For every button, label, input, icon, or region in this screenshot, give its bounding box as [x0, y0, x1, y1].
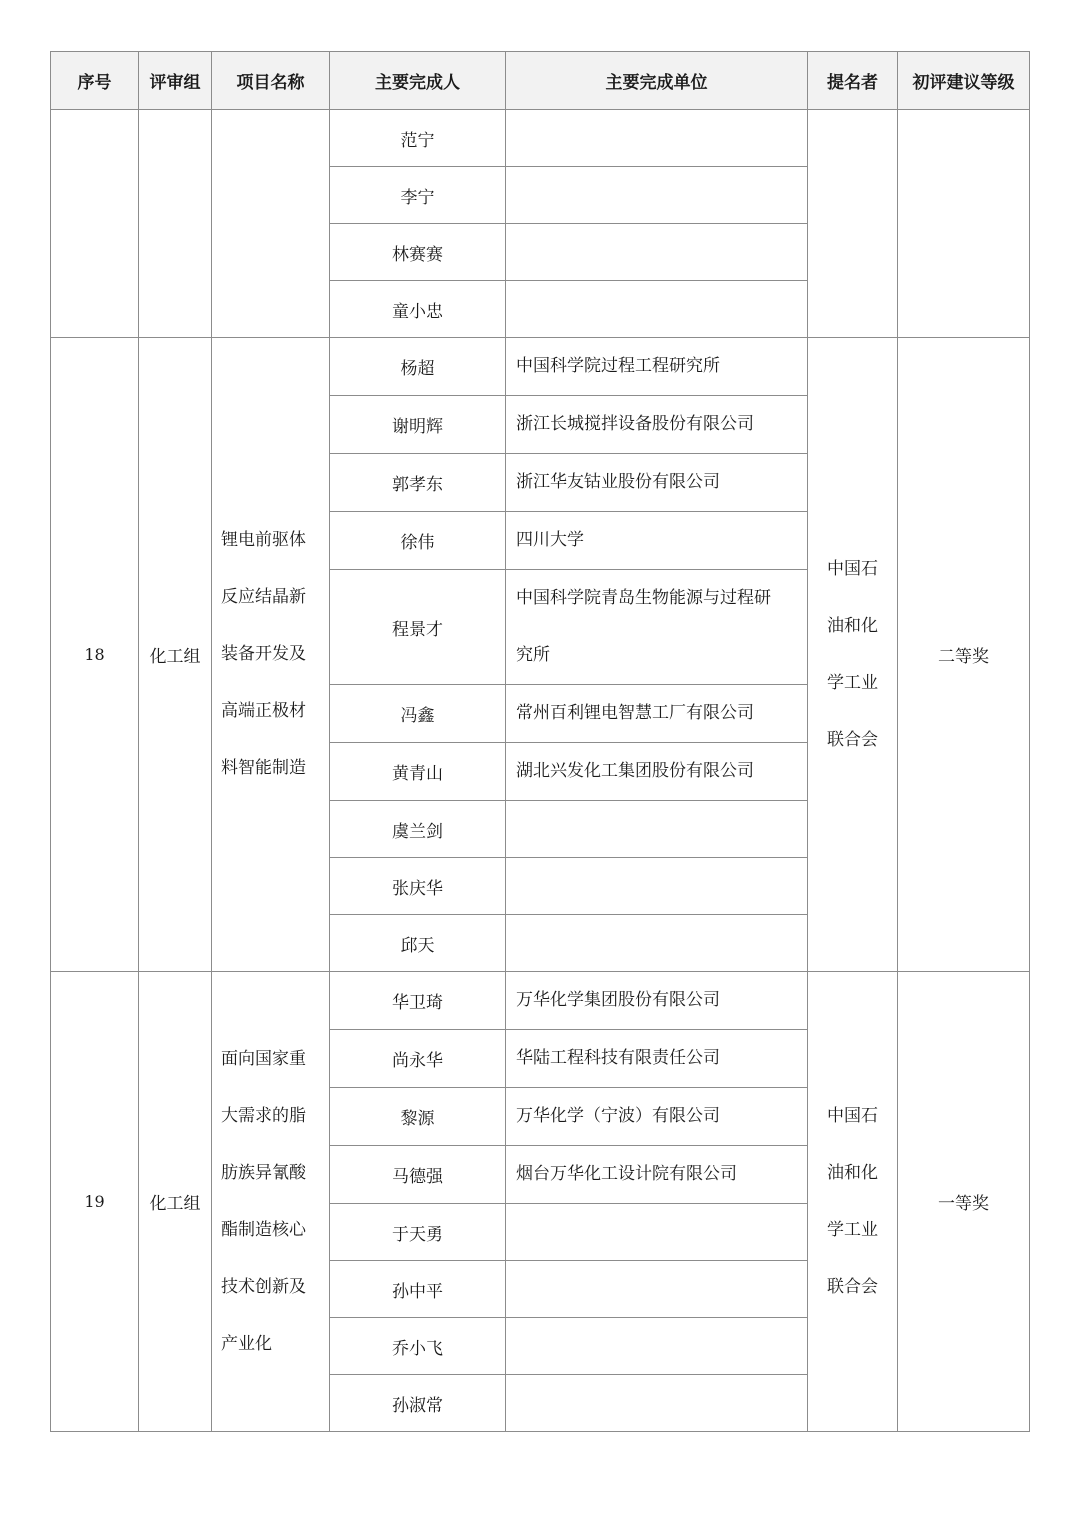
person-cell: 孙淑常: [330, 1375, 506, 1432]
unit-line: 浙江华友钴业股份有限公司: [516, 472, 720, 492]
nominator-cell: [808, 972, 898, 1432]
unit-cell: [506, 570, 808, 685]
nominator-line: 中国石: [827, 1105, 878, 1126]
unit-cell: [506, 801, 808, 858]
project-line: 装备开发及: [221, 644, 306, 664]
unit-cell: [506, 281, 808, 338]
person-cell: 黄青山: [330, 743, 506, 801]
person-cell: 冯鑫: [330, 685, 506, 743]
unit-cell: [506, 1375, 808, 1432]
header-nominator: 提名者: [808, 52, 898, 110]
unit-line: 万华化学集团股份有限公司: [516, 990, 720, 1010]
header-project: 项目名称: [212, 52, 330, 110]
nominator-line: 联合会: [827, 729, 878, 750]
person-cell: 范宁: [330, 110, 506, 167]
person-cell: 杨超: [330, 338, 506, 396]
table-row: [51, 972, 1030, 1030]
nominator-line: 中国石: [827, 558, 878, 579]
table-row: [51, 110, 1030, 167]
unit-line: 中国科学院过程工程研究所: [516, 356, 720, 376]
person-cell: 徐伟: [330, 512, 506, 570]
unit-cell: [506, 915, 808, 972]
unit-cell: [506, 685, 808, 743]
unit-cell: [506, 224, 808, 281]
header-units: 主要完成单位: [506, 52, 808, 110]
unit-line: 究所: [516, 645, 550, 665]
group-cell: 化工组: [139, 972, 212, 1432]
project-line: 酯制造核心: [221, 1219, 306, 1240]
project-line: 高端正极材: [221, 701, 306, 721]
grade-cell: 二等奖: [898, 338, 1030, 972]
person-cell: 谢明辉: [330, 396, 506, 454]
person-cell: 华卫琦: [330, 972, 506, 1030]
person-cell: 邱天: [330, 915, 506, 972]
unit-cell: [506, 1318, 808, 1375]
project-cell: [212, 338, 330, 972]
unit-line: 四川大学: [516, 530, 584, 550]
seq-cell: 19: [51, 972, 139, 1432]
unit-cell: [506, 1030, 808, 1088]
unit-line: 华陆工程科技有限责任公司: [516, 1048, 720, 1068]
grade-cell: 一等奖: [898, 972, 1030, 1432]
unit-cell: [506, 396, 808, 454]
unit-cell: [506, 512, 808, 570]
project-line: 产业化: [221, 1333, 272, 1354]
unit-cell: [506, 1261, 808, 1318]
project-line: 面向国家重: [221, 1048, 306, 1069]
person-cell: 乔小飞: [330, 1318, 506, 1375]
nominator-line: 学工业: [827, 1219, 878, 1240]
unit-cell: [506, 1204, 808, 1261]
cont-grade-cell: [898, 110, 1030, 338]
person-cell: 童小忠: [330, 281, 506, 338]
header-group: 评审组: [139, 52, 212, 110]
person-cell: 马德强: [330, 1146, 506, 1204]
person-cell: 李宁: [330, 167, 506, 224]
table-body: [51, 110, 1030, 1432]
person-cell: 尚永华: [330, 1030, 506, 1088]
nominator-line: 油和化: [827, 1162, 878, 1183]
cont-project-cell: [212, 110, 330, 338]
project-line: 锂电前驱体: [221, 530, 306, 550]
unit-line: 烟台万华化工设计院有限公司: [516, 1164, 737, 1184]
project-line: 料智能制造: [221, 758, 306, 778]
cont-seq-cell: [51, 110, 139, 338]
person-cell: 郭孝东: [330, 454, 506, 512]
unit-cell: [506, 743, 808, 801]
person-cell: 于天勇: [330, 1204, 506, 1261]
award-table: [50, 51, 1030, 1432]
unit-line: 万华化学（宁波）有限公司: [516, 1106, 720, 1126]
unit-cell: [506, 167, 808, 224]
nominator-line: 联合会: [827, 1276, 878, 1297]
nominator-cell: [808, 338, 898, 972]
person-cell: 张庆华: [330, 858, 506, 915]
person-cell: 林赛赛: [330, 224, 506, 281]
cont-group-cell: [139, 110, 212, 338]
header-seq: 序号: [51, 52, 139, 110]
unit-cell: [506, 338, 808, 396]
person-cell: 孙中平: [330, 1261, 506, 1318]
header-grade: 初评建议等级: [898, 52, 1030, 110]
unit-line: 湖北兴发化工集团股份有限公司: [516, 761, 754, 781]
unit-line: 中国科学院青岛生物能源与过程研: [516, 588, 771, 608]
nominator-line: 油和化: [827, 615, 878, 636]
table-header: [51, 52, 1030, 110]
person-cell: 黎源: [330, 1088, 506, 1146]
unit-cell: [506, 110, 808, 167]
project-line: 肪族异氰酸: [221, 1162, 306, 1183]
unit-cell: [506, 454, 808, 512]
unit-cell: [506, 972, 808, 1030]
unit-line: 常州百利锂电智慧工厂有限公司: [516, 703, 754, 723]
unit-cell: [506, 1146, 808, 1204]
group-cell: 化工组: [139, 338, 212, 972]
header-people: 主要完成人: [330, 52, 506, 110]
table-row: [51, 338, 1030, 396]
unit-cell: [506, 858, 808, 915]
seq-cell: 18: [51, 338, 139, 972]
nominator-line: 学工业: [827, 672, 878, 693]
person-cell: 程景才: [330, 570, 506, 685]
person-cell: 虞兰剑: [330, 801, 506, 858]
cont-nominator-cell: [808, 110, 898, 338]
project-line: 大需求的脂: [221, 1105, 306, 1126]
project-line: 反应结晶新: [221, 587, 306, 607]
project-line: 技术创新及: [221, 1276, 306, 1297]
unit-cell: [506, 1088, 808, 1146]
project-cell: [212, 972, 330, 1432]
unit-line: 浙江长城搅拌设备股份有限公司: [516, 414, 754, 434]
